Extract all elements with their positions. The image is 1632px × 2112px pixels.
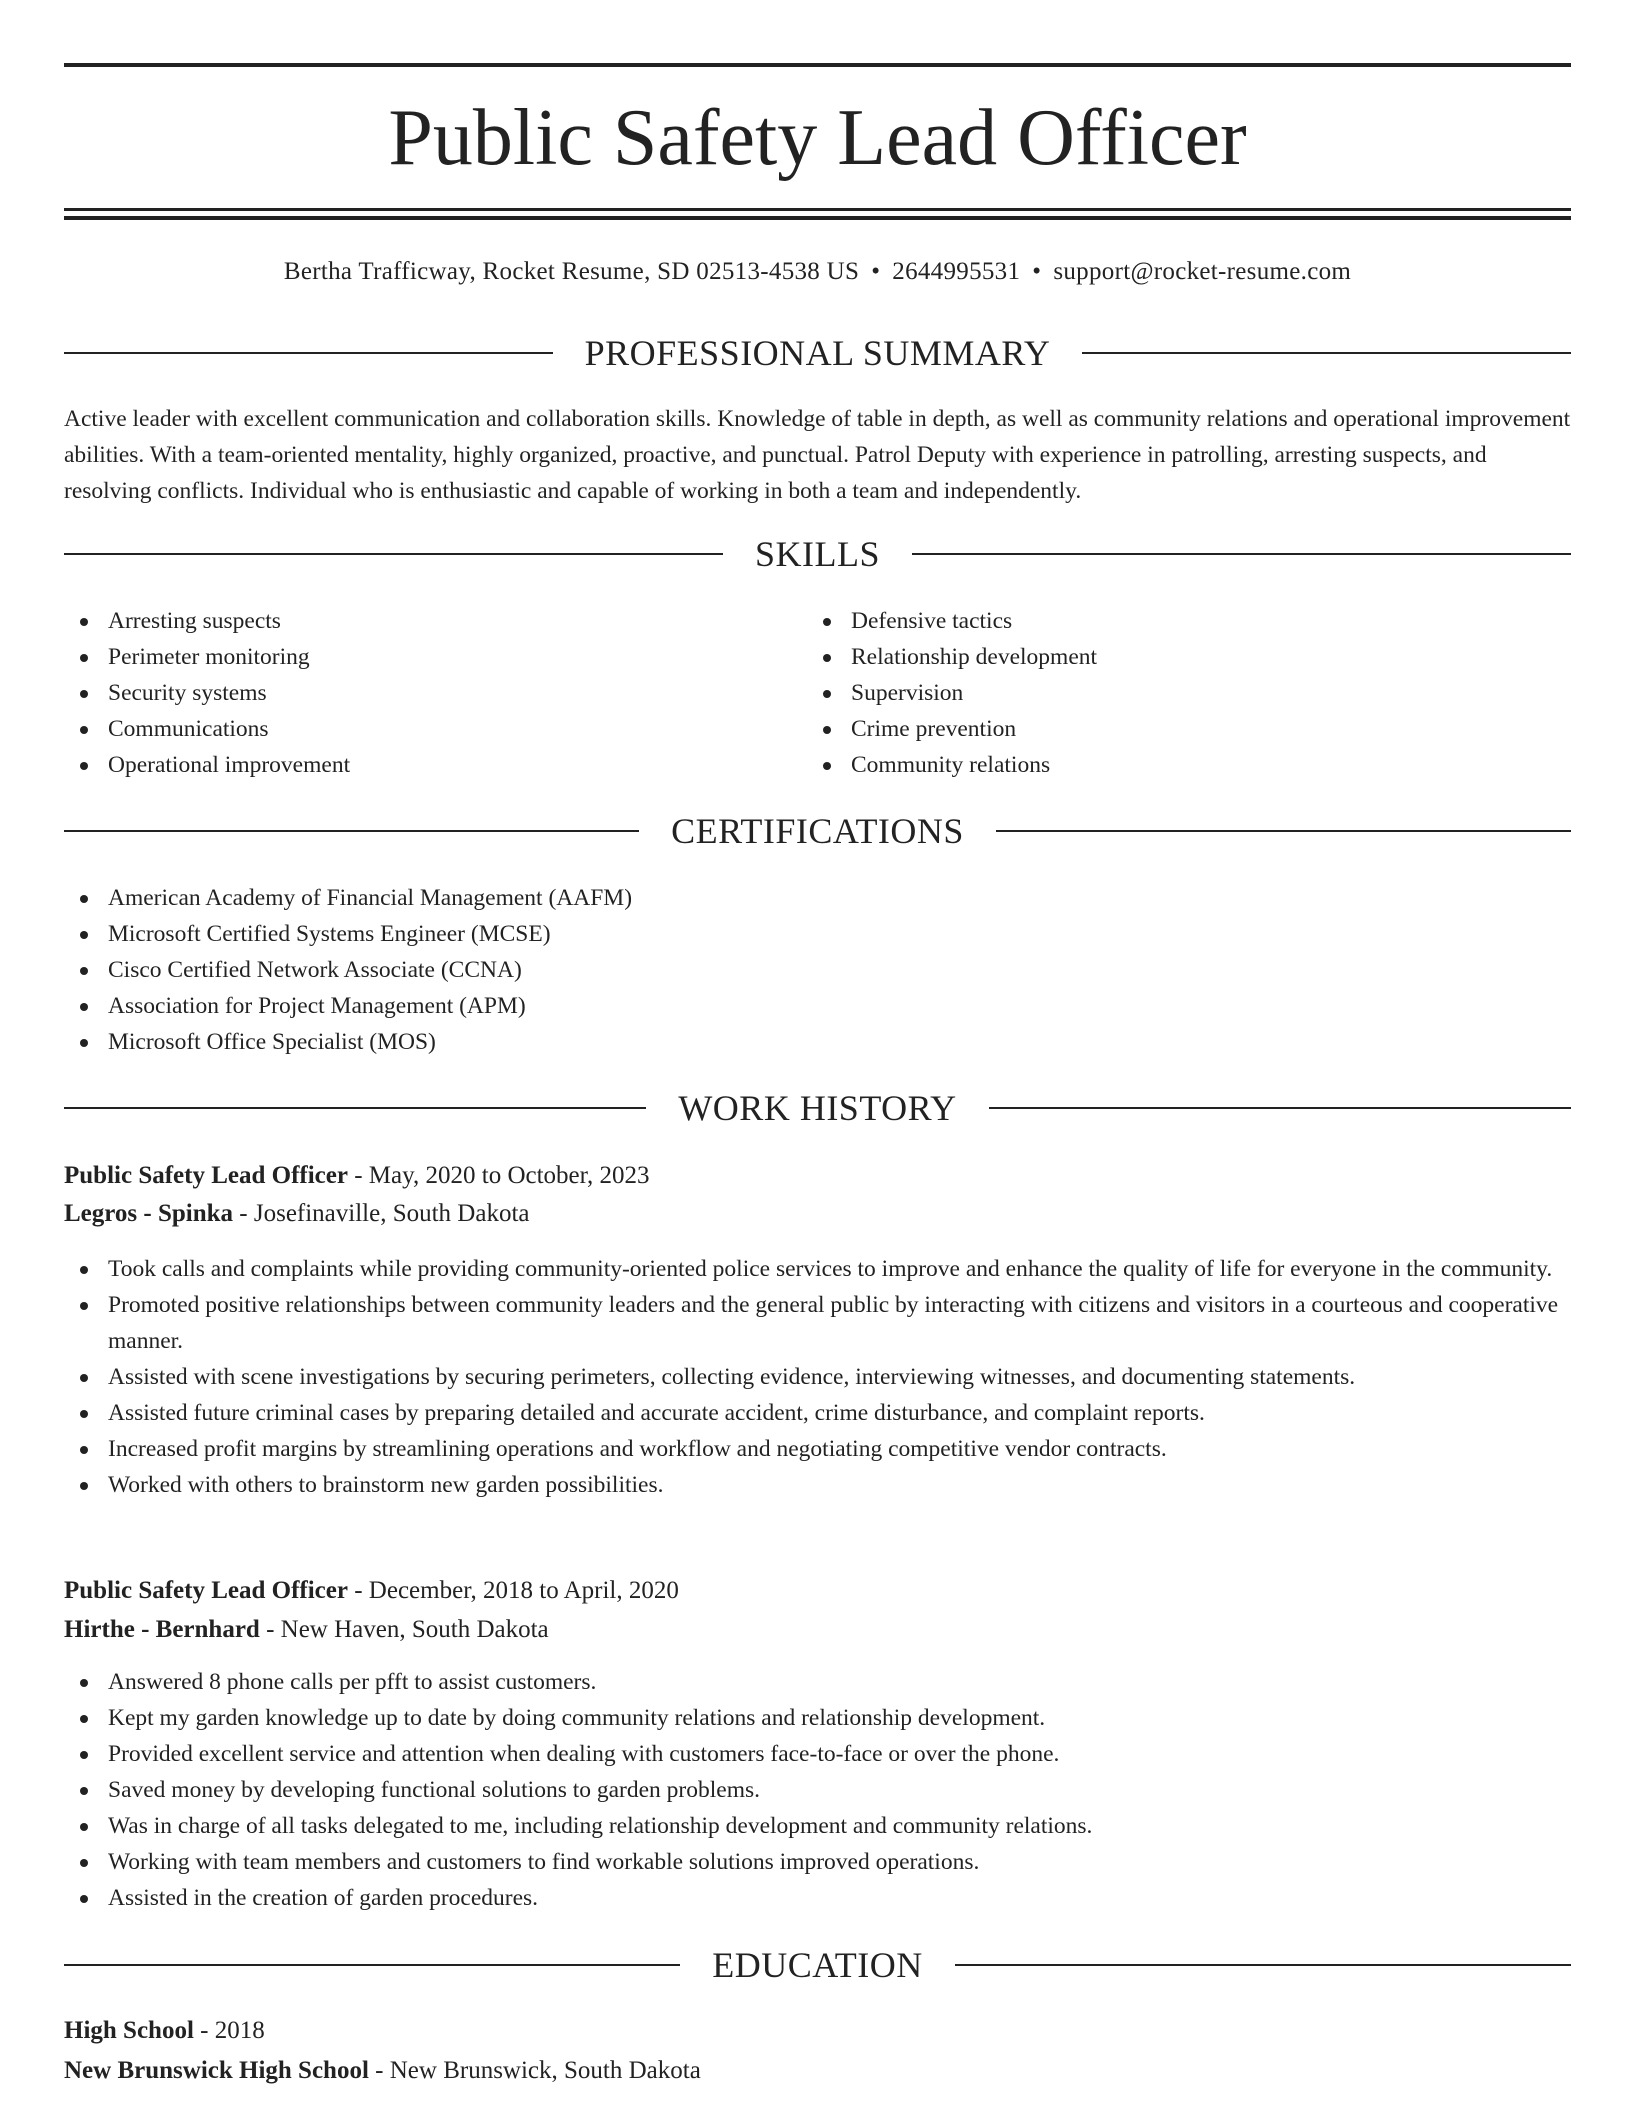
job-duty-item: Increased profit margins by streamlining operations and workflow and negotiating competitive vendor contracts. (64, 1431, 1571, 1467)
job-duty-item: Saved money by developing functional solutions to garden problems. (64, 1772, 1571, 1808)
section-title: WORK HISTORY (678, 1088, 957, 1128)
section-title: EDUCATION (712, 1945, 923, 1985)
skill-item: Arresting suspects (64, 603, 804, 639)
skill-item: Defensive tactics (807, 603, 1547, 639)
certifications-list (64, 880, 1571, 1060)
education-school: New Brunswick High School (64, 2057, 369, 2084)
skills-list-left (64, 603, 804, 783)
job-duty-item: Took calls and complaints while providing community-oriented police services to improve and enhance the quality of life for everyone in the community. (64, 1251, 1571, 1287)
section-heading-work-history (64, 1086, 1571, 1130)
heading-rule-left (64, 553, 723, 555)
heading-rule-left (64, 830, 639, 832)
certification-item: Cisco Certified Network Associate (CCNA) (64, 952, 1571, 988)
contact-address: Bertha Trafficway, Rocket Resume, SD 02513-4538 US (283, 258, 860, 285)
heading-rule-right (912, 553, 1571, 555)
job-location: - New Haven, South Dakota (259, 1616, 549, 1643)
education-location: - New Brunswick, South Dakota (368, 2057, 701, 2084)
section-heading-certifications (64, 809, 1571, 853)
job-company: Hirthe - Bernhard (64, 1616, 260, 1643)
skill-item: Perimeter monitoring (64, 639, 804, 675)
heading-rule-left (64, 352, 553, 354)
heading-rule-left (64, 1107, 646, 1109)
skill-item: Crime prevention (807, 711, 1547, 747)
job-duty-item: Assisted in the creation of garden procedures. (64, 1880, 1571, 1916)
contact-separator: • (1032, 258, 1042, 285)
section-title: SKILLS (755, 534, 881, 574)
job-dates: - May, 2020 to October, 2023 (347, 1162, 650, 1189)
job-location: - Josefinaville, South Dakota (233, 1200, 530, 1227)
education-degree-line (64, 2012, 1571, 2050)
certification-item: Microsoft Certified Systems Engineer (MCSE) (64, 916, 1571, 952)
job-duty-item: Promoted positive relationships between community leaders and the general public by interacting with citizens and visitors in a courteous and cooperative manner. (64, 1287, 1571, 1359)
heading-rule-right (1082, 352, 1571, 354)
job-company-line (64, 1195, 1571, 1233)
resume-title: Public Safety Lead Officer (388, 94, 1247, 182)
skill-item: Relationship development (807, 639, 1547, 675)
job-company-line (64, 1611, 1571, 1649)
job-duty-item: Was in charge of all tasks delegated to me, including relationship development and community relations. (64, 1808, 1571, 1844)
top-rule (64, 63, 1571, 67)
job-duty-item: Answered 8 phone calls per pfft to assist customers. (64, 1664, 1571, 1700)
skill-item: Communications (64, 711, 804, 747)
summary-text: Active leader with excellent communication and collaboration skills. Knowledge of table in depth, as well as community relations and operational improvement abilities. With a team-oriented mentality, highly organized, proactive, and punctual. Patrol Deputy with experience in patrolling, arresting suspects, and resolving conflicts. Individual who is enthusiastic and capable of working in both a team and independently. (64, 406, 1571, 504)
job-duties-list (64, 1251, 1571, 1503)
job-title-line (64, 1157, 1571, 1195)
job-title-line (64, 1572, 1571, 1610)
contact-phone[interactable]: 2644995531 (892, 258, 1021, 285)
skill-item: Community relations (807, 747, 1547, 783)
job-duty-item: Provided excellent service and attention when dealing with customers face-to-face or over the phone. (64, 1736, 1571, 1772)
skill-item: Supervision (807, 675, 1547, 711)
education-degree: High School (64, 2017, 194, 2044)
job-dates: - December, 2018 to April, 2020 (347, 1577, 679, 1604)
section-heading-skills (64, 532, 1571, 576)
skills-list-right (807, 603, 1547, 783)
job-duty-item: Working with team members and customers to find workable solutions improved operations. (64, 1844, 1571, 1880)
job-duty-item: Worked with others to brainstorm new garden possibilities. (64, 1467, 1571, 1503)
certification-item: American Academy of Financial Management (AAFM) (64, 880, 1571, 916)
contact-separator: • (871, 258, 881, 285)
education-school-line (64, 2052, 1571, 2090)
title-rule-upper (64, 208, 1571, 211)
section-heading-education (64, 1943, 1571, 1987)
education-year: - 2018 (193, 2017, 265, 2044)
job-title: Public Safety Lead Officer (64, 1162, 348, 1189)
contact-line (64, 256, 1571, 288)
job-duty-item: Kept my garden knowledge up to date by doing community relations and relationship development. (64, 1700, 1571, 1736)
heading-rule-right (955, 1964, 1571, 1966)
certification-item: Association for Project Management (APM) (64, 988, 1571, 1024)
skill-item: Security systems (64, 675, 804, 711)
job-title: Public Safety Lead Officer (64, 1577, 348, 1604)
heading-rule-left (64, 1964, 680, 1966)
job-duties-list (64, 1664, 1571, 1916)
title-rule-lower (64, 216, 1571, 220)
section-title: CERTIFICATIONS (671, 811, 964, 851)
skill-item: Operational improvement (64, 747, 804, 783)
certification-item: Microsoft Office Specialist (MOS) (64, 1024, 1571, 1060)
contact-email[interactable]: support@rocket-resume.com (1053, 258, 1352, 285)
job-duty-item: Assisted future criminal cases by preparing detailed and accurate accident, crime disturbance, and complaint reports. (64, 1395, 1571, 1431)
job-company: Legros - Spinka (64, 1200, 234, 1227)
job-duty-item: Assisted with scene investigations by securing perimeters, collecting evidence, interviewing witnesses, and documenting statements. (64, 1359, 1571, 1395)
heading-rule-right (989, 1107, 1571, 1109)
heading-rule-right (996, 830, 1571, 832)
section-title: PROFESSIONAL SUMMARY (584, 333, 1051, 373)
section-heading-summary (64, 331, 1571, 375)
